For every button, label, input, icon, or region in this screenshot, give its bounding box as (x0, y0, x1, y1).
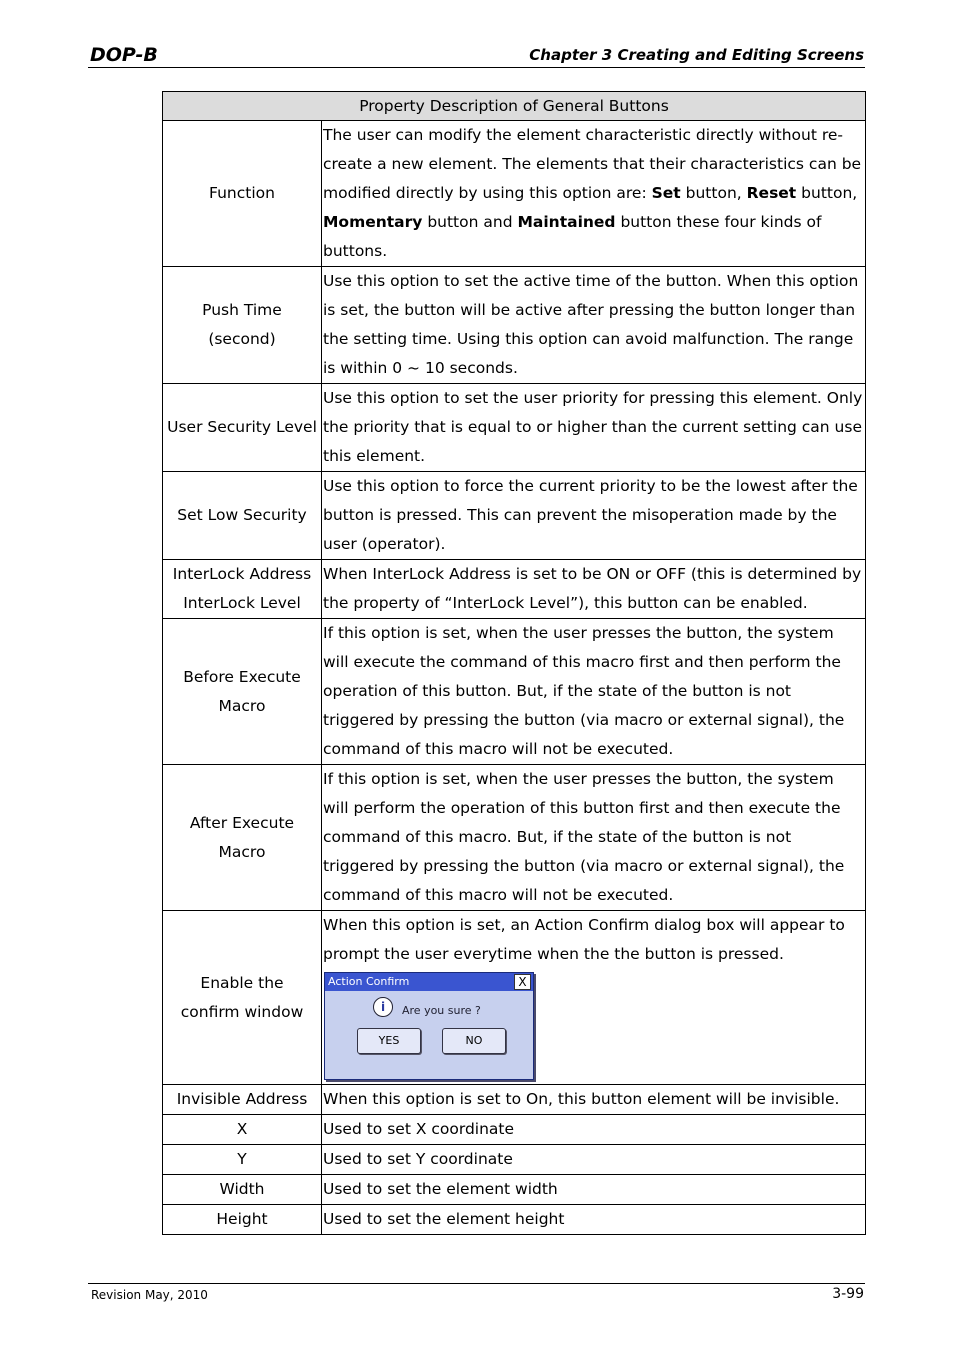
property-name: Set Low Security (163, 472, 322, 560)
table-title: Property Description of General Buttons (163, 92, 866, 121)
property-description: When InterLock Address is set to be ON or OFF (this is determined by the property of “InterLock Level”), this button can be enabled. (322, 560, 866, 619)
property-name: Height (163, 1205, 322, 1235)
dialog-title: Action Confirm (328, 975, 410, 988)
table-row (163, 619, 866, 765)
table-row (163, 911, 866, 1085)
product-logo: DOP-B (90, 44, 158, 66)
table-row (163, 1085, 866, 1115)
property-description: If this option is set, when the user presses the button, the system will perform the operation of this button first and then execute the command of this macro. But, if the state of the button is not triggered by pressing the button (via macro or external signal), the command of this macro will not be executed. (322, 765, 866, 911)
close-icon[interactable]: X (514, 974, 531, 990)
yes-button[interactable]: YES (357, 1028, 421, 1054)
property-description: Used to set Y coordinate (322, 1145, 866, 1175)
dialog-title-bar (325, 973, 533, 991)
property-table (162, 91, 866, 1235)
property-description: Used to set the element height (322, 1205, 866, 1235)
property-name: Invisible Address (163, 1085, 322, 1115)
table-row (163, 1145, 866, 1175)
table-row (163, 1115, 866, 1145)
no-button[interactable]: NO (442, 1028, 506, 1054)
table-row (163, 1205, 866, 1235)
property-name: Push Time (second) (163, 267, 322, 384)
property-description: Used to set the element width (322, 1175, 866, 1205)
chapter-title: Chapter 3 Creating and Editing Screens (529, 46, 864, 64)
property-description: If this option is set, when the user presses the button, the system will execute the command of this macro first and then perform the operation of this button. But, if the state of the button is not triggered by pressing the button (via macro or external signal), the command of this macro will not be executed. (322, 619, 866, 765)
property-name: Y (163, 1145, 322, 1175)
property-name: Before Execute Macro (163, 619, 322, 765)
table-row (163, 560, 866, 619)
property-name: InterLock Address InterLock Level (163, 560, 322, 619)
table-row (163, 472, 866, 560)
page-number: 3-99 (832, 1286, 864, 1302)
revision-date: Revision May, 2010 (91, 1288, 208, 1302)
property-description: Use this option to force the current priority to be the lowest after the button is pressed. This can prevent the misoperation made by the user (operator). (322, 472, 866, 560)
property-name: X (163, 1115, 322, 1145)
property-description: The user can modify the element characteristic directly without re-create a new element. The elements that their characteristics can be modified directly by using this option are: Set button, Reset button, Momentary button and Maintained button these four kinds of buttons. (322, 121, 866, 267)
property-name: Function (163, 121, 322, 267)
table-row (163, 384, 866, 472)
property-name: Width (163, 1175, 322, 1205)
table-title-row (163, 92, 866, 121)
property-description: Use this option to set the active time of the button. When this option is set, the button will be active after pressing the button longer than the setting time. Using this option can avoid malfunction. The range is within 0 ~ 10 seconds. (322, 267, 866, 384)
property-description-text: When this option is set, an Action Confirm dialog box will appear to prompt the user everytime when the the button is pressed. (323, 916, 845, 963)
info-icon: i (373, 997, 393, 1017)
property-name: User Security Level (163, 384, 322, 472)
dialog-message: Are you sure ? (402, 1004, 481, 1017)
table-row (163, 267, 866, 384)
footer-rule (88, 1283, 865, 1284)
property-description: When this option is set to On, this button element will be invisible. (322, 1085, 866, 1115)
table-row (163, 765, 866, 911)
table-row (163, 1175, 866, 1205)
property-description (322, 911, 866, 1085)
table-row (163, 121, 866, 267)
property-name: Enable the confirm window (163, 911, 322, 1085)
property-description: Used to set X coordinate (322, 1115, 866, 1145)
action-confirm-dialog (324, 972, 534, 1080)
property-name: After Execute Macro (163, 765, 322, 911)
property-description: Use this option to set the user priority for pressing this element. Only the priority that is equal to or higher than the current setting can use this element. (322, 384, 866, 472)
header-rule (88, 67, 865, 68)
